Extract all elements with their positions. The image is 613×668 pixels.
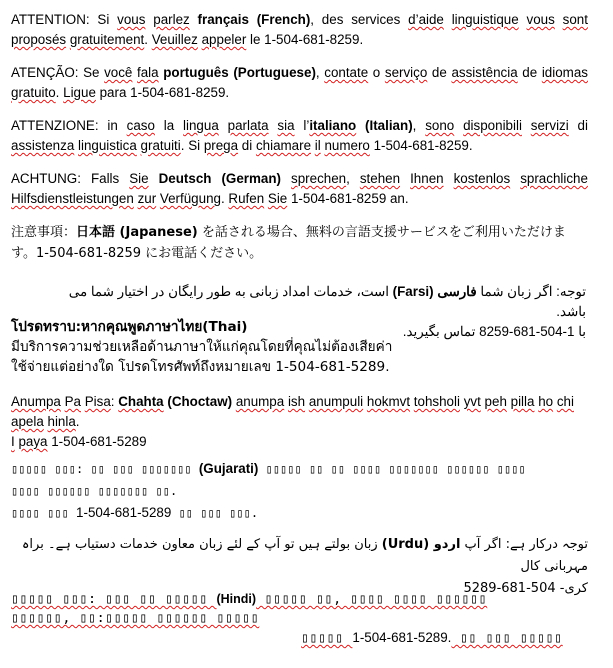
notice-japanese: 注意事項：日本語 (Japanese) を話される場合、無料の言語支援サービスをご利用いただけます。1-504-681-8259 にお電話ください。 xyxy=(11,225,566,261)
language-name: português xyxy=(163,65,229,80)
language-name: 日本語 (Japanese) xyxy=(76,225,198,240)
notice-french: ATTENTION: Si vous parlez français (French), des services d’aide linguistique vous sont proposés gratuitement. Veuillez appeler le 1-504-681-8259. xyxy=(11,12,588,47)
language-name: français xyxy=(197,12,249,27)
notice-label: ATTENTION: xyxy=(11,12,90,27)
language-name: Deutsch (German) xyxy=(158,171,281,186)
notice-urdu: توجہ درکار ہے: اگر آپ اردو (Urdu) زبان بولتے ہیں تو آپ کے لئے زبان معاون خدمات دستیاب ہے۔ براہ مہربانی کال کری- 504-681-5289 xyxy=(21,537,588,596)
notice-label: ATENÇÃO: xyxy=(11,65,79,80)
language-name: Chahta xyxy=(118,394,164,409)
notice-label: ACHTUNG: xyxy=(11,171,81,186)
language-name: (Hindi) xyxy=(216,592,257,606)
notice-hindi: ▯▯▯▯▯ ▯▯▯: ▯▯▯ ▯▯ ▯▯▯▯▯ (Hindi) ▯▯▯▯▯ ▯▯, ▯▯▯▯ ▯▯▯▯ ▯▯▯▯▯▯ ▯▯▯▯▯▯, ▯▯:▯▯▯▯▯ ▯▯▯▯▯▯ ▯▯▯▯▯ ▯▯▯▯▯ 1-504-681-5289. ▯▯ ▯▯▯ ▯▯▯▯▯ xyxy=(11,592,563,646)
language-name: ภาษาไทย(Thai) xyxy=(145,319,248,335)
notice-label: 注意事項： xyxy=(11,225,77,240)
notice-gujarati: ▯▯▯▯▯ ▯▯▯: ▯▯ ▯▯▯ ▯▯▯▯▯▯▯ (Gujarati) ▯▯▯▯▯ ▯▯ ▯▯ ▯▯▯▯ ▯▯▯▯▯▯▯ ▯▯▯▯▯▯ ▯▯▯▯ ▯▯▯▯ ▯▯▯▯▯▯ ▯▯▯▯▯▯▯ ▯▯. ▯▯▯▯ ▯▯▯ 1-504-681-5289 ▯▯ ▯▯▯ ▯▯▯. xyxy=(11,461,526,520)
notice-choctaw: Anumpa Pa Pisa: Chahta (Choctaw) anumpa ish anumpuli hokmvt tohsholi yvt peh pilla ho chi apela hinla. I paya 1-504-681-5289 xyxy=(11,394,574,449)
notice-farsi: توجه: اگر زبان شما فارسی (Farsi) است، خدمات امداد زبانی به طور رایگان در اختیار شما می باشد. با 1-504-681-8259 تماس بگیرید. xyxy=(68,284,586,339)
language-name: فارسی (Farsi) xyxy=(392,284,477,299)
notice-portuguese: ATENÇÃO: Se você fala português (Portuguese), contate o serviço de assistência de idiomas gratuito. Ligue para 1-504-681-8259. xyxy=(11,65,588,100)
language-name: italiano xyxy=(309,118,357,133)
notice-thai: โปรดทราบ:หากคุณพูดภาษาไทย(Thai) มีบริการความช่วยเหลือด้านภาษาให้แก่คุณโดยที่คุณไม่ต้องเสียค่า ใช้จ่ายแต่อย่างใด โปรดโทรศัพท์ถึงหมายเลข 1-504-681-5289. xyxy=(11,319,393,375)
notice-label: โปรดทราบ:หากคุณพูด xyxy=(11,319,146,335)
notice-label: ATTENZIONE: xyxy=(11,118,99,133)
language-name: (Gujarati) xyxy=(198,461,259,476)
notice-german: ACHTUNG: Falls Sie Deutsch (German) sprechen, stehen Ihnen kostenlos sprachliche Hilfsdienstleistungen zur Verfügung. Rufen Sie 1-504-681-8259 an. xyxy=(11,171,588,206)
language-name: اردو (Urdu) xyxy=(381,537,461,552)
notice-italian: ATTENZIONE: in caso la lingua parlata sia l’italiano (Italian), sono disponibili servizi di assistenza linguistica gratuiti. Si prega di chiamare il numero 1-504-681-8259. xyxy=(11,118,588,153)
